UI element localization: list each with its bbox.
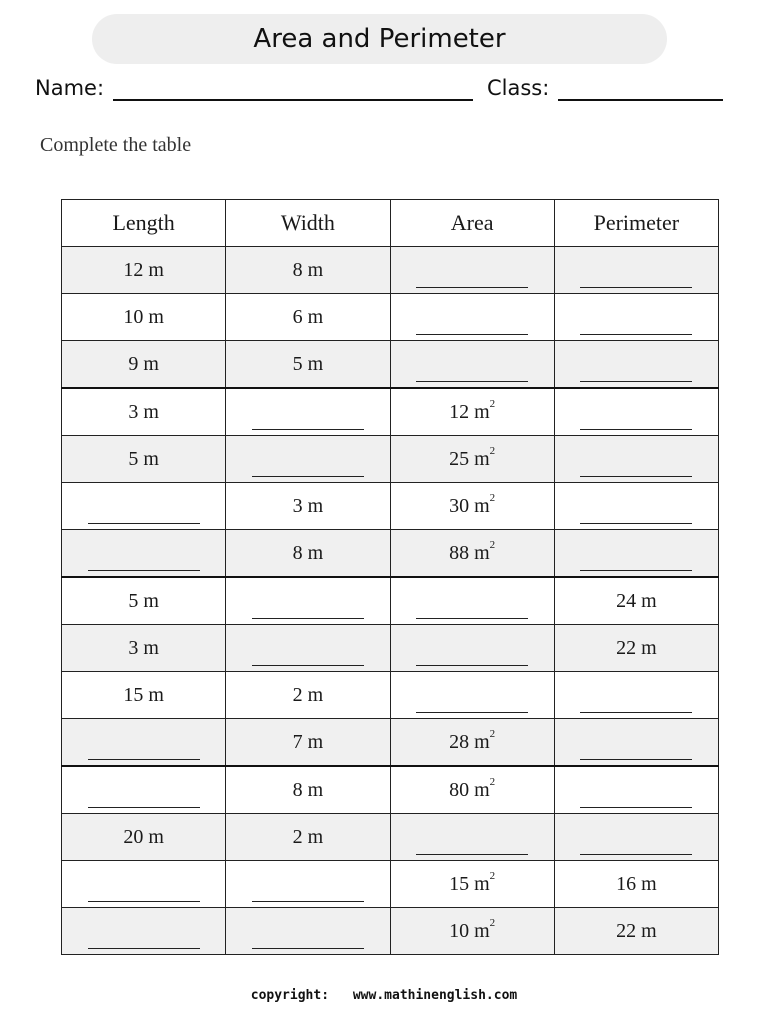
answer-blank-line[interactable] (580, 334, 692, 335)
cell-length (62, 814, 226, 861)
cell-perimeter[interactable] (554, 388, 718, 436)
area-perimeter-table (61, 199, 719, 955)
name-class-row (35, 74, 735, 104)
cell-area[interactable] (390, 814, 554, 861)
table-row (62, 766, 719, 814)
cell-length[interactable] (62, 530, 226, 578)
cell-perimeter (554, 908, 718, 955)
answer-blank-line[interactable] (580, 759, 692, 760)
cell-value: 7 m (292, 730, 324, 753)
cell-value: 8 m (292, 258, 324, 281)
cell-width (226, 483, 390, 530)
cell-area (390, 861, 554, 908)
cell-value: 2 m (292, 825, 324, 848)
answer-blank-line[interactable] (252, 901, 364, 902)
cell-value: 15 m (449, 872, 490, 895)
cell-width (226, 766, 390, 814)
cell-length (62, 577, 226, 625)
cell-value: 24 m (616, 589, 657, 612)
cell-area (390, 436, 554, 483)
cell-width (226, 247, 390, 294)
answer-blank-line[interactable] (252, 665, 364, 666)
cell-value: 16 m (616, 872, 657, 895)
worksheet-title-banner (92, 14, 667, 64)
answer-blank-line[interactable] (88, 523, 200, 524)
cell-value: 3 m (128, 636, 159, 659)
cell-area[interactable] (390, 672, 554, 719)
answer-blank-line[interactable] (580, 807, 692, 808)
squared-exponent: 2 (489, 444, 496, 457)
answer-blank-line[interactable] (416, 381, 528, 382)
cell-value: 10 m (123, 305, 164, 328)
cell-area (390, 719, 554, 767)
table-header-row (62, 200, 719, 247)
answer-blank-line[interactable] (88, 807, 200, 808)
cell-value: 20 m (123, 825, 164, 848)
squared-exponent: 2 (489, 538, 496, 551)
answer-blank-line[interactable] (580, 854, 692, 855)
cell-perimeter[interactable] (554, 436, 718, 483)
answer-blank-line[interactable] (416, 618, 528, 619)
answer-blank-line[interactable] (252, 429, 364, 430)
cell-value: 88 m (449, 541, 490, 564)
header-length: Length (62, 200, 226, 247)
answer-blank-line[interactable] (88, 759, 200, 760)
cell-value: 8 m (292, 778, 324, 801)
answer-blank-line[interactable] (580, 381, 692, 382)
squared-exponent: 2 (489, 869, 496, 882)
cell-area (390, 908, 554, 955)
cell-length[interactable] (62, 766, 226, 814)
copyright-footer (0, 988, 768, 1003)
cell-area[interactable] (390, 294, 554, 341)
table-row (62, 908, 719, 955)
cell-value: 9 m (128, 352, 159, 375)
cell-value: 12 m (449, 400, 490, 423)
cell-width (226, 294, 390, 341)
answer-blank-line[interactable] (88, 948, 200, 949)
worksheet-title: Area and Perimeter (253, 24, 506, 54)
table-row (62, 247, 719, 294)
cell-area[interactable] (390, 625, 554, 672)
header-perimeter: Perimeter (554, 200, 718, 247)
cell-width (226, 672, 390, 719)
cell-width[interactable] (226, 625, 390, 672)
answer-blank-line[interactable] (252, 618, 364, 619)
answer-blank-line[interactable] (252, 948, 364, 949)
answer-blank-line[interactable] (252, 476, 364, 477)
cell-length (62, 436, 226, 483)
table-row (62, 388, 719, 436)
cell-length[interactable] (62, 908, 226, 955)
cell-length[interactable] (62, 861, 226, 908)
copyright-url: www.mathinenglish.com (352, 988, 518, 1003)
class-blank-line[interactable] (558, 99, 723, 101)
cell-area (390, 530, 554, 578)
copyright-label: copyright: (250, 988, 330, 1003)
cell-value: 10 m (449, 919, 490, 942)
cell-width (226, 530, 390, 578)
cell-value: 5 m (292, 352, 324, 375)
header-width: Width (226, 200, 390, 247)
cell-perimeter[interactable] (554, 672, 718, 719)
instructions-text: Complete the table (40, 134, 192, 156)
cell-width[interactable] (226, 577, 390, 625)
answer-blank-line[interactable] (416, 334, 528, 335)
cell-value: 22 m (616, 919, 657, 942)
cell-value: 5 m (128, 447, 159, 470)
cell-perimeter[interactable] (554, 247, 718, 294)
cell-value: 2 m (292, 683, 324, 706)
answer-blank-line[interactable] (416, 287, 528, 288)
name-blank-line[interactable] (113, 99, 473, 101)
cell-value: 15 m (123, 683, 164, 706)
header-area: Area (390, 200, 554, 247)
table-row (62, 436, 719, 483)
cell-perimeter[interactable] (554, 294, 718, 341)
answer-blank-line[interactable] (88, 901, 200, 902)
cell-width[interactable] (226, 436, 390, 483)
table-row (62, 341, 719, 389)
table-row (62, 294, 719, 341)
cell-value: 30 m (449, 494, 490, 517)
answer-blank-line[interactable] (416, 665, 528, 666)
cell-width (226, 341, 390, 389)
cell-area (390, 388, 554, 436)
cell-width (226, 814, 390, 861)
cell-area[interactable] (390, 341, 554, 389)
cell-area (390, 766, 554, 814)
cell-width[interactable] (226, 861, 390, 908)
cell-width[interactable] (226, 388, 390, 436)
answer-blank-line[interactable] (88, 570, 200, 571)
squared-exponent: 2 (489, 916, 496, 929)
cell-perimeter[interactable] (554, 530, 718, 578)
answer-blank-line[interactable] (580, 287, 692, 288)
cell-value: 6 m (292, 305, 324, 328)
squared-exponent: 2 (489, 397, 496, 410)
cell-area (390, 483, 554, 530)
cell-perimeter[interactable] (554, 766, 718, 814)
cell-length (62, 294, 226, 341)
cell-area[interactable] (390, 577, 554, 625)
cell-value: 22 m (616, 636, 657, 659)
answer-blank-line[interactable] (416, 854, 528, 855)
cell-length (62, 388, 226, 436)
class-label: Class: (487, 76, 550, 100)
table-row (62, 530, 719, 578)
cell-value: 25 m (449, 447, 490, 470)
cell-perimeter (554, 625, 718, 672)
cell-width[interactable] (226, 908, 390, 955)
cell-value: 5 m (128, 589, 159, 612)
cell-perimeter[interactable] (554, 483, 718, 530)
cell-value: 3 m (292, 494, 324, 517)
answer-blank-line[interactable] (416, 712, 528, 713)
squared-exponent: 2 (489, 775, 496, 788)
cell-value: 28 m (449, 730, 490, 753)
cell-length[interactable] (62, 483, 226, 530)
cell-length (62, 672, 226, 719)
cell-perimeter[interactable] (554, 719, 718, 767)
cell-length (62, 625, 226, 672)
cell-perimeter (554, 861, 718, 908)
answer-blank-line[interactable] (580, 712, 692, 713)
table-row (62, 672, 719, 719)
name-label: Name: (35, 76, 105, 100)
cell-perimeter[interactable] (554, 814, 718, 861)
cell-perimeter (554, 577, 718, 625)
cell-width (226, 719, 390, 767)
cell-length[interactable] (62, 719, 226, 767)
cell-value: 8 m (292, 541, 324, 564)
squared-exponent: 2 (489, 727, 496, 740)
cell-perimeter[interactable] (554, 341, 718, 389)
table-row (62, 719, 719, 767)
table-row (62, 861, 719, 908)
answer-blank-line[interactable] (580, 429, 692, 430)
cell-length (62, 247, 226, 294)
answer-blank-line[interactable] (580, 523, 692, 524)
cell-length (62, 341, 226, 389)
cell-value: 3 m (128, 400, 159, 423)
answer-blank-line[interactable] (580, 476, 692, 477)
table-row (62, 577, 719, 625)
cell-value: 12 m (123, 258, 164, 281)
table-row (62, 483, 719, 530)
squared-exponent: 2 (489, 491, 496, 504)
cell-area[interactable] (390, 247, 554, 294)
table-row (62, 814, 719, 861)
answer-blank-line[interactable] (580, 570, 692, 571)
cell-value: 80 m (449, 778, 490, 801)
table-row (62, 625, 719, 672)
